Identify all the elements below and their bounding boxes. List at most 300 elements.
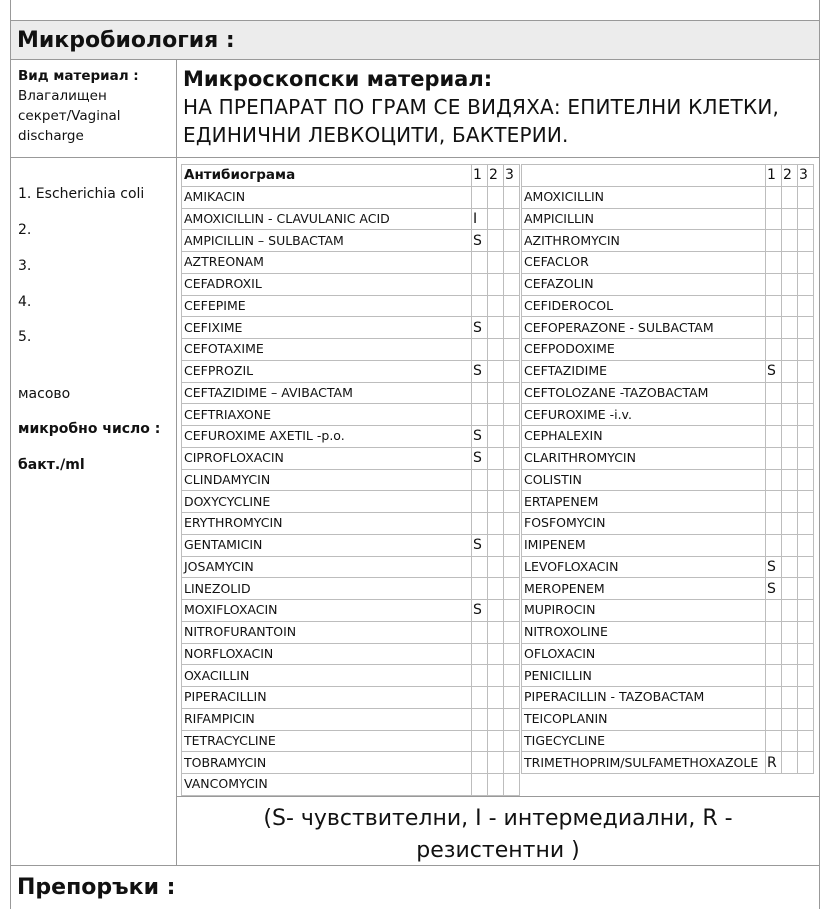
antibiotic-name: NITROXOLINE bbox=[522, 621, 766, 643]
susceptibility-result bbox=[782, 317, 798, 339]
isolate-column-header: 1 bbox=[766, 165, 782, 187]
susceptibility-result bbox=[504, 730, 520, 752]
antibiotic-name: AMPICILLIN bbox=[522, 208, 766, 230]
susceptibility-result bbox=[782, 578, 798, 600]
table-row bbox=[182, 578, 520, 600]
susceptibility-result bbox=[766, 186, 782, 208]
susceptibility-result bbox=[782, 208, 798, 230]
susceptibility-result bbox=[766, 252, 782, 274]
table-row bbox=[182, 426, 520, 448]
isolate-column-header: 3 bbox=[798, 165, 814, 187]
table-row bbox=[522, 752, 814, 774]
susceptibility-result bbox=[472, 295, 488, 317]
susceptibility-result bbox=[782, 687, 798, 709]
susceptibility-result bbox=[798, 578, 814, 600]
susceptibility-result bbox=[782, 752, 798, 774]
antibiogram-header: Антибиограма bbox=[182, 165, 472, 187]
susceptibility-result bbox=[782, 665, 798, 687]
antibiotic-name: COLISTIN bbox=[522, 469, 766, 491]
susceptibility-result bbox=[782, 621, 798, 643]
table-row bbox=[182, 687, 520, 709]
table-row bbox=[522, 426, 814, 448]
susceptibility-result: S bbox=[472, 317, 488, 339]
susceptibility-result bbox=[488, 774, 504, 796]
susceptibility-result bbox=[782, 360, 798, 382]
material-cell bbox=[10, 60, 177, 158]
antibiotic-name: TOBRAMYCIN bbox=[182, 752, 472, 774]
susceptibility-result bbox=[766, 404, 782, 426]
microscopy-cell bbox=[177, 60, 820, 158]
table-row bbox=[182, 382, 520, 404]
susceptibility-result bbox=[488, 643, 504, 665]
antibiotic-name: AZTREONAM bbox=[182, 252, 472, 274]
susceptibility-result bbox=[488, 491, 504, 513]
susceptibility-result bbox=[504, 252, 520, 274]
antibiotic-name: AMOXICILLIN bbox=[522, 186, 766, 208]
susceptibility-result: S bbox=[472, 360, 488, 382]
table-row bbox=[522, 273, 814, 295]
susceptibility-result bbox=[504, 208, 520, 230]
susceptibility-result bbox=[766, 339, 782, 361]
antibiotic-name: CIPROFLOXACIN bbox=[182, 447, 472, 469]
susceptibility-result bbox=[798, 708, 814, 730]
susceptibility-result bbox=[472, 252, 488, 274]
susceptibility-result bbox=[472, 687, 488, 709]
susceptibility-result bbox=[782, 252, 798, 274]
antibiotic-name: CLINDAMYCIN bbox=[182, 469, 472, 491]
antibiotic-name: IMIPENEM bbox=[522, 534, 766, 556]
susceptibility-result bbox=[488, 665, 504, 687]
susceptibility-result bbox=[504, 534, 520, 556]
susceptibility-result bbox=[766, 426, 782, 448]
isolate-column-header: 2 bbox=[488, 165, 504, 187]
susceptibility-result bbox=[782, 513, 798, 535]
susceptibility-result bbox=[782, 404, 798, 426]
antibiotic-name: CEFEPIME bbox=[182, 295, 472, 317]
isolate-1: 1. Escherichia coli bbox=[18, 186, 145, 202]
antibiotic-name: ERYTHROMYCIN bbox=[182, 513, 472, 535]
susceptibility-result bbox=[766, 643, 782, 665]
table-row bbox=[182, 491, 520, 513]
table-row bbox=[182, 469, 520, 491]
susceptibility-result bbox=[504, 447, 520, 469]
susceptibility-result bbox=[504, 513, 520, 535]
table-row bbox=[522, 665, 814, 687]
susceptibility-result bbox=[488, 295, 504, 317]
susceptibility-result bbox=[766, 600, 782, 622]
susceptibility-result bbox=[798, 752, 814, 774]
isolate-column-header: 2 bbox=[782, 165, 798, 187]
susceptibility-result bbox=[766, 513, 782, 535]
antibiotic-name: CEFUROXIME AXETIL -p.o. bbox=[182, 426, 472, 448]
table-row bbox=[522, 600, 814, 622]
susceptibility-result bbox=[798, 382, 814, 404]
table-row bbox=[182, 273, 520, 295]
susceptibility-result bbox=[798, 186, 814, 208]
table-row bbox=[522, 404, 814, 426]
table-row bbox=[522, 534, 814, 556]
susceptibility-result bbox=[766, 230, 782, 252]
table-row bbox=[522, 469, 814, 491]
antibiotic-name: TETRACYCLINE bbox=[182, 730, 472, 752]
table-row bbox=[522, 360, 814, 382]
table-row bbox=[182, 252, 520, 274]
antibiotic-name: CEPHALEXIN bbox=[522, 426, 766, 448]
antibiotic-name: ERTAPENEM bbox=[522, 491, 766, 513]
susceptibility-result: S bbox=[766, 360, 782, 382]
susceptibility-result bbox=[488, 752, 504, 774]
susceptibility-result bbox=[488, 404, 504, 426]
susceptibility-result bbox=[488, 730, 504, 752]
susceptibility-result bbox=[504, 273, 520, 295]
antibiotic-name: CEFACLOR bbox=[522, 252, 766, 274]
antibiotic-name: CEFOPERAZONE - SULBACTAM bbox=[522, 317, 766, 339]
susceptibility-result bbox=[504, 360, 520, 382]
table-row bbox=[522, 621, 814, 643]
susceptibility-result bbox=[504, 317, 520, 339]
susceptibility-result bbox=[798, 230, 814, 252]
susceptibility-result bbox=[766, 730, 782, 752]
susceptibility-result bbox=[488, 360, 504, 382]
antibiotic-name: NITROFURANTOIN bbox=[182, 621, 472, 643]
susceptibility-result bbox=[782, 556, 798, 578]
susceptibility-result bbox=[472, 186, 488, 208]
susceptibility-result bbox=[798, 643, 814, 665]
count-quantity: масово bbox=[18, 386, 71, 402]
antibiotic-name: MEROPENEM bbox=[522, 578, 766, 600]
susceptibility-result bbox=[798, 295, 814, 317]
susceptibility-result bbox=[472, 621, 488, 643]
susceptibility-result bbox=[488, 708, 504, 730]
table-row bbox=[522, 708, 814, 730]
table-row bbox=[522, 252, 814, 274]
table-row bbox=[522, 186, 814, 208]
susceptibility-result bbox=[472, 339, 488, 361]
table-row bbox=[522, 339, 814, 361]
antibiogram-area bbox=[177, 158, 820, 796]
table-row bbox=[182, 556, 520, 578]
susceptibility-result bbox=[782, 708, 798, 730]
table-row bbox=[522, 730, 814, 752]
susceptibility-result bbox=[504, 491, 520, 513]
susceptibility-result bbox=[488, 687, 504, 709]
susceptibility-result bbox=[798, 404, 814, 426]
susceptibility-result bbox=[782, 469, 798, 491]
table-row bbox=[522, 208, 814, 230]
susceptibility-result bbox=[782, 600, 798, 622]
susceptibility-result: S bbox=[472, 426, 488, 448]
antibiotic-name: TRIMETHOPRIM/SULFAMETHOXAZOLE bbox=[522, 752, 766, 774]
table-row bbox=[182, 404, 520, 426]
susceptibility-result bbox=[504, 426, 520, 448]
susceptibility-result bbox=[488, 513, 504, 535]
isolate-4: 4. bbox=[18, 294, 32, 310]
susceptibility-result bbox=[798, 208, 814, 230]
susceptibility-result: S bbox=[472, 534, 488, 556]
susceptibility-result bbox=[798, 534, 814, 556]
susceptibility-result bbox=[798, 252, 814, 274]
antibiotic-name: AMIKACIN bbox=[182, 186, 472, 208]
susceptibility-result bbox=[798, 447, 814, 469]
count-unit: бакт./ml bbox=[18, 457, 85, 473]
table-row bbox=[522, 643, 814, 665]
susceptibility-result bbox=[504, 643, 520, 665]
table-row bbox=[182, 186, 520, 208]
susceptibility-result bbox=[472, 708, 488, 730]
antibiogram-header bbox=[522, 165, 766, 187]
susceptibility-result bbox=[766, 491, 782, 513]
susceptibility-result bbox=[488, 339, 504, 361]
susceptibility-result bbox=[472, 556, 488, 578]
table-row bbox=[182, 643, 520, 665]
table-row bbox=[522, 382, 814, 404]
susceptibility-result bbox=[766, 273, 782, 295]
susceptibility-result: S bbox=[472, 600, 488, 622]
susceptibility-result bbox=[472, 578, 488, 600]
susceptibility-result bbox=[766, 708, 782, 730]
susceptibility-result bbox=[766, 208, 782, 230]
legend: (S- чувствителни, I - интермедиални, R - резистентни ) bbox=[177, 796, 820, 865]
susceptibility-result bbox=[488, 426, 504, 448]
isolates-column bbox=[10, 158, 177, 865]
susceptibility-result bbox=[782, 382, 798, 404]
antibiotic-name: LEVOFLOXACIN bbox=[522, 556, 766, 578]
susceptibility-result bbox=[488, 208, 504, 230]
isolate-column-header: 1 bbox=[472, 165, 488, 187]
susceptibility-result: R bbox=[766, 752, 782, 774]
antibiotic-name: CLARITHROMYCIN bbox=[522, 447, 766, 469]
top-frame bbox=[10, 0, 820, 20]
susceptibility-result bbox=[504, 708, 520, 730]
susceptibility-result bbox=[488, 447, 504, 469]
susceptibility-result bbox=[766, 447, 782, 469]
table-row bbox=[522, 230, 814, 252]
table-row bbox=[182, 665, 520, 687]
antibiotic-name: CEFIXIME bbox=[182, 317, 472, 339]
antibiotic-name: TEICOPLANIN bbox=[522, 708, 766, 730]
susceptibility-result bbox=[488, 230, 504, 252]
antibiotic-name: AMPICILLIN – SULBACTAM bbox=[182, 230, 472, 252]
antibiotic-name: CEFPROZIL bbox=[182, 360, 472, 382]
susceptibility-result bbox=[504, 404, 520, 426]
table-row bbox=[522, 447, 814, 469]
susceptibility-result: S bbox=[766, 578, 782, 600]
table-row bbox=[182, 513, 520, 535]
susceptibility-result bbox=[504, 230, 520, 252]
susceptibility-result bbox=[472, 469, 488, 491]
table-row bbox=[182, 534, 520, 556]
susceptibility-result bbox=[782, 491, 798, 513]
susceptibility-result bbox=[766, 621, 782, 643]
antibiotic-name: CEFTRIAXONE bbox=[182, 404, 472, 426]
susceptibility-result: I bbox=[472, 208, 488, 230]
antibiotic-name: CEFPODOXIME bbox=[522, 339, 766, 361]
susceptibility-result bbox=[504, 186, 520, 208]
isolate-3: 3. bbox=[18, 258, 32, 274]
antibiogram-header-row bbox=[522, 165, 814, 187]
susceptibility-result bbox=[504, 600, 520, 622]
susceptibility-result bbox=[472, 382, 488, 404]
susceptibility-result bbox=[488, 578, 504, 600]
susceptibility-result bbox=[488, 600, 504, 622]
susceptibility-result bbox=[798, 621, 814, 643]
antibiotic-name: CEFTAZIDIME bbox=[522, 360, 766, 382]
table-row bbox=[522, 578, 814, 600]
antibiotic-name: MOXIFLOXACIN bbox=[182, 600, 472, 622]
antibiotic-name: CEFIDEROCOL bbox=[522, 295, 766, 317]
susceptibility-result bbox=[798, 556, 814, 578]
susceptibility-result bbox=[782, 273, 798, 295]
antibiotic-name: CEFOTAXIME bbox=[182, 339, 472, 361]
microscopy-text: НА ПРЕПАРАТ ПО ГРАМ СЕ ВИДЯХА: ЕПИТЕЛНИ КЛЕТКИ, ЕДИНИЧНИ ЛЕВКОЦИТИ, БАКТЕРИИ. bbox=[183, 95, 780, 147]
antibiotic-name: GENTAMICIN bbox=[182, 534, 472, 556]
susceptibility-result bbox=[782, 534, 798, 556]
susceptibility-result bbox=[504, 556, 520, 578]
susceptibility-result bbox=[798, 426, 814, 448]
antibiotic-name: AZITHROMYCIN bbox=[522, 230, 766, 252]
susceptibility-result bbox=[766, 534, 782, 556]
susceptibility-result bbox=[472, 665, 488, 687]
susceptibility-result bbox=[504, 382, 520, 404]
susceptibility-result bbox=[782, 295, 798, 317]
susceptibility-result bbox=[782, 426, 798, 448]
table-row bbox=[522, 556, 814, 578]
susceptibility-result bbox=[798, 730, 814, 752]
recommendations-title: Препоръки : bbox=[10, 865, 820, 909]
susceptibility-result bbox=[472, 643, 488, 665]
susceptibility-result: S bbox=[472, 447, 488, 469]
susceptibility-result bbox=[766, 687, 782, 709]
table-row bbox=[182, 339, 520, 361]
section-title: Микробиология : bbox=[10, 20, 820, 60]
antibiotic-name: CEFAZOLIN bbox=[522, 273, 766, 295]
count-label: микробно число : bbox=[18, 421, 161, 437]
susceptibility-result bbox=[504, 774, 520, 796]
susceptibility-result bbox=[488, 534, 504, 556]
susceptibility-result bbox=[766, 469, 782, 491]
antibiotic-name: PENICILLIN bbox=[522, 665, 766, 687]
table-row bbox=[522, 295, 814, 317]
antibiotic-name: CEFTAZIDIME – AVIBACTAM bbox=[182, 382, 472, 404]
antibiotic-name: MUPIROCIN bbox=[522, 600, 766, 622]
susceptibility-result bbox=[472, 752, 488, 774]
antibiotic-name: FOSFOMYCIN bbox=[522, 513, 766, 535]
susceptibility-result bbox=[504, 621, 520, 643]
susceptibility-result bbox=[798, 360, 814, 382]
susceptibility-result bbox=[798, 273, 814, 295]
susceptibility-result bbox=[782, 230, 798, 252]
susceptibility-result bbox=[472, 730, 488, 752]
susceptibility-result bbox=[782, 447, 798, 469]
isolate-2: 2. bbox=[18, 222, 32, 238]
material-label: Вид материал : bbox=[18, 68, 139, 84]
material-value: Влагалищен секрет/Vaginal discharge bbox=[18, 88, 121, 144]
susceptibility-result: S bbox=[472, 230, 488, 252]
table-row bbox=[182, 752, 520, 774]
table-row bbox=[182, 600, 520, 622]
susceptibility-result bbox=[488, 273, 504, 295]
susceptibility-result bbox=[504, 687, 520, 709]
table-row bbox=[182, 230, 520, 252]
antibiotic-name: LINEZOLID bbox=[182, 578, 472, 600]
susceptibility-result: S bbox=[766, 556, 782, 578]
table-row bbox=[182, 447, 520, 469]
susceptibility-result bbox=[488, 556, 504, 578]
susceptibility-result bbox=[782, 730, 798, 752]
susceptibility-result bbox=[798, 317, 814, 339]
susceptibility-result bbox=[504, 339, 520, 361]
antibiotic-name: JOSAMYCIN bbox=[182, 556, 472, 578]
susceptibility-result bbox=[472, 513, 488, 535]
table-row bbox=[182, 730, 520, 752]
susceptibility-result bbox=[472, 491, 488, 513]
susceptibility-result bbox=[798, 469, 814, 491]
susceptibility-result bbox=[504, 295, 520, 317]
antibiotic-name: PIPERACILLIN - TAZOBACTAM bbox=[522, 687, 766, 709]
susceptibility-result bbox=[472, 774, 488, 796]
susceptibility-result bbox=[782, 339, 798, 361]
susceptibility-result bbox=[782, 643, 798, 665]
antibiogram-table-left bbox=[181, 164, 520, 796]
table-row bbox=[182, 360, 520, 382]
susceptibility-result bbox=[472, 273, 488, 295]
antibiotic-name: AMOXICILLIN - CLAVULANIC ACID bbox=[182, 208, 472, 230]
susceptibility-result bbox=[766, 295, 782, 317]
susceptibility-result bbox=[488, 621, 504, 643]
antibiogram-table-right bbox=[521, 164, 814, 774]
table-row bbox=[182, 317, 520, 339]
antibiotic-name: CEFUROXIME -i.v. bbox=[522, 404, 766, 426]
susceptibility-result bbox=[488, 252, 504, 274]
susceptibility-result bbox=[766, 665, 782, 687]
antibiotic-name: NORFLOXACIN bbox=[182, 643, 472, 665]
table-row bbox=[182, 295, 520, 317]
susceptibility-result bbox=[798, 339, 814, 361]
susceptibility-result bbox=[504, 665, 520, 687]
table-row bbox=[182, 208, 520, 230]
antibiotic-name: RIFAMPICIN bbox=[182, 708, 472, 730]
susceptibility-result bbox=[798, 491, 814, 513]
antibiotic-name: DOXYCYCLINE bbox=[182, 491, 472, 513]
susceptibility-result bbox=[472, 404, 488, 426]
susceptibility-result bbox=[488, 186, 504, 208]
antibiotic-name: VANCOMYCIN bbox=[182, 774, 472, 796]
susceptibility-result bbox=[766, 317, 782, 339]
susceptibility-result bbox=[798, 665, 814, 687]
table-row bbox=[182, 774, 520, 796]
antibiotic-name: PIPERACILLIN bbox=[182, 687, 472, 709]
table-row bbox=[182, 621, 520, 643]
susceptibility-result bbox=[488, 317, 504, 339]
susceptibility-result bbox=[766, 382, 782, 404]
table-row bbox=[182, 708, 520, 730]
antibiotic-name: CEFTOLOZANE -TAZOBACTAM bbox=[522, 382, 766, 404]
table-row bbox=[522, 687, 814, 709]
antibiogram-header-row bbox=[182, 165, 520, 187]
antibiotic-name: CEFADROXIL bbox=[182, 273, 472, 295]
isolate-column-header: 3 bbox=[504, 165, 520, 187]
susceptibility-result bbox=[488, 469, 504, 491]
susceptibility-result bbox=[798, 687, 814, 709]
table-row bbox=[522, 513, 814, 535]
susceptibility-result bbox=[504, 469, 520, 491]
susceptibility-result bbox=[488, 382, 504, 404]
susceptibility-result bbox=[782, 186, 798, 208]
susceptibility-result bbox=[504, 578, 520, 600]
susceptibility-result bbox=[504, 752, 520, 774]
table-row bbox=[522, 491, 814, 513]
antibiotic-name: OFLOXACIN bbox=[522, 643, 766, 665]
